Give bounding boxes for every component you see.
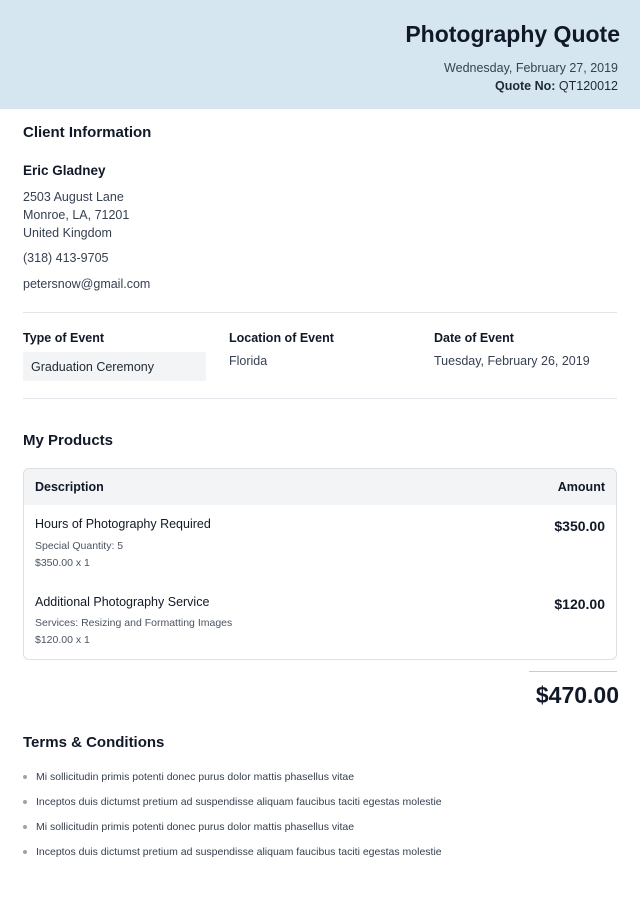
item-detail: Special Quantity: 5 [35,540,124,552]
event-type-field [23,352,206,381]
client-info-heading: Client Information [23,124,152,141]
bullet-icon [23,800,27,804]
item-name: Additional Photography Service [35,595,210,609]
item-name: Hours of Photography Required [35,517,211,531]
item-unit-price: $350.00 x 1 [35,557,90,569]
client-email: petersnow@gmail.com [23,277,151,291]
products-table [23,468,617,660]
event-type-value: Graduation Ceremony [31,360,154,374]
client-address-line-1: 2503 August Lane [23,190,124,204]
page-title: Photography Quote [405,21,620,47]
quote-total: $470.00 [535,682,619,708]
item-unit-price: $120.00 x 1 [35,634,90,646]
column-header-amount: Amount [557,480,605,494]
list-item [23,818,623,843]
list-item [23,768,623,793]
term-text: Inceptos duis dictumst pretium ad suspendisse aliquam faucibus taciti egestas molestie [36,796,442,808]
bullet-icon [23,775,27,779]
term-text: Mi sollicitudin primis potenti donec purus dolor mattis phasellus vitae [36,771,355,783]
list-item [23,843,623,868]
event-location-label: Location of Event [229,331,334,345]
products-heading: My Products [23,432,114,449]
quote-number-line [495,79,618,93]
total-divider [529,671,617,672]
term-text: Mi sollicitudin primis potenti donec purus dolor mattis phasellus vitae [36,821,355,833]
event-date-label: Date of Event [434,331,514,345]
item-amount: $120.00 [554,596,605,612]
client-name: Eric Gladney [23,163,106,178]
bullet-icon [23,825,27,829]
column-header-description: Description [35,480,104,494]
event-date-value: Tuesday, February 26, 2019 [434,354,590,368]
terms-heading: Terms & Conditions [23,734,165,751]
quote-date: Wednesday, February 27, 2019 [444,61,618,75]
quote-number: QT120012 [558,79,618,93]
client-address-line-2: Monroe, LA, 71201 [23,208,130,222]
quote-header [0,0,640,109]
event-location-value: Florida [229,354,268,368]
quote-number-label: Quote No: [495,79,556,93]
divider [23,312,617,313]
list-item [23,793,623,818]
bullet-icon [23,850,27,854]
client-phone: (318) 413-9705 [23,251,109,265]
terms-list [23,768,623,868]
event-type-label: Type of Event [23,331,105,345]
term-text: Inceptos duis dictumst pretium ad suspendisse aliquam faucibus taciti egestas molestie [36,846,442,858]
divider [23,398,617,399]
table-header [24,469,616,505]
client-address-line-3: United Kingdom [23,226,112,240]
item-amount: $350.00 [554,518,605,534]
item-detail: Services: Resizing and Formatting Images [35,617,233,629]
